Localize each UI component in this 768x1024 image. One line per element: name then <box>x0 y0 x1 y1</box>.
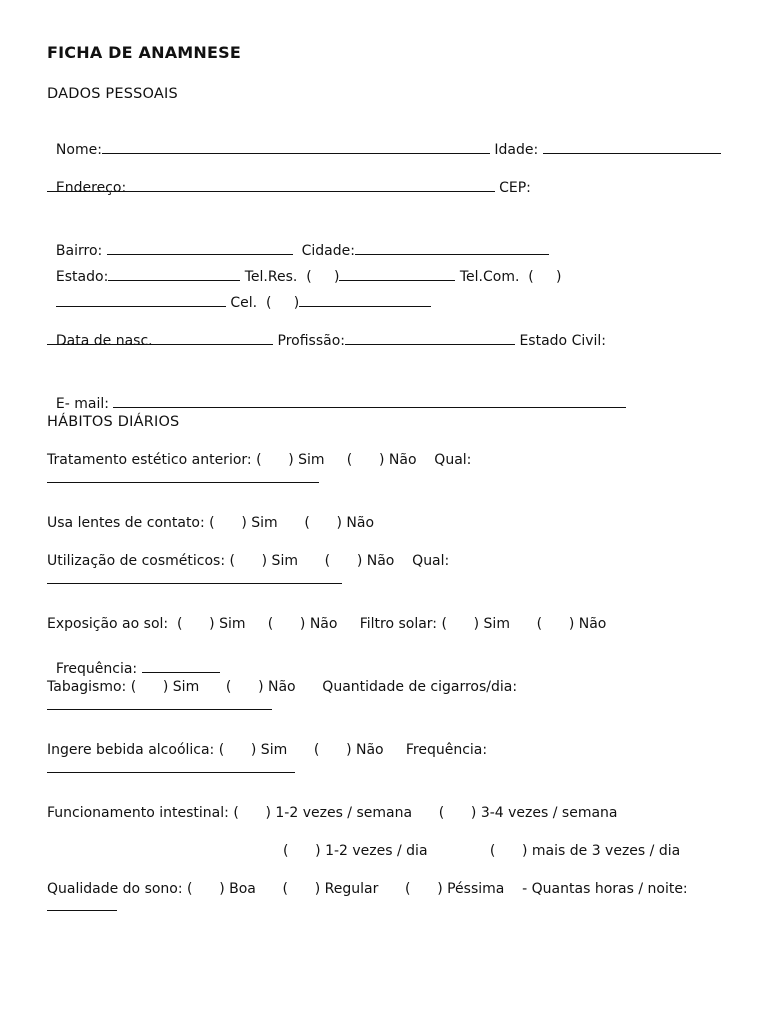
profissao-field[interactable] <box>345 331 515 345</box>
cosmeticos-qual-row <box>47 582 342 584</box>
bairro-label: Bairro: <box>55 243 107 259</box>
estado-civil-field[interactable] <box>47 343 163 345</box>
section-heading-habits: HÁBITOS DIÁRIOS <box>47 414 180 430</box>
page-title: FICHA DE ANAMNESE <box>47 43 242 62</box>
horas-sono-field[interactable] <box>47 909 117 911</box>
alcool-frequencia-field[interactable] <box>47 771 295 773</box>
intestinal-row: Funcionamento intestinal: ( ) 1-2 vezes / semana ( ) 3-4 vezes / semana <box>47 805 618 821</box>
cosmeticos-row: Utilização de cosméticos: ( ) Sim ( ) Não Qual: <box>47 553 450 569</box>
profissao-label: Profissão: <box>273 333 346 349</box>
idade-label: Idade: <box>489 142 543 158</box>
frequencia-sol-label: Frequência: <box>55 661 142 677</box>
tratamento-row: Tratamento estético anterior: ( ) Sim ( ) Não Qual: <box>47 452 472 468</box>
cep-field[interactable] <box>47 190 233 192</box>
intestinal-dia-row: ( ) 1-2 vezes / dia ( ) mais de 3 vezes / dia <box>283 843 681 859</box>
alcool-row: Ingere bebida alcoólica: ( ) Sim ( ) Não Frequência: <box>47 742 488 758</box>
estado-label: Estado: <box>55 269 109 285</box>
horas-row <box>47 909 117 911</box>
endereco-label: Endereço: <box>55 180 131 196</box>
estado-civil-label: Estado Civil: <box>515 333 607 349</box>
data-nasc-label: Data de nasc. <box>55 333 158 349</box>
cel-field[interactable] <box>299 293 431 307</box>
tel-com-label: Tel.Com. ( ) <box>455 269 562 285</box>
cep-row <box>47 190 233 192</box>
email-label: E- mail: <box>55 396 114 412</box>
nome-label: Nome: <box>55 142 102 158</box>
idade-field[interactable] <box>543 140 721 154</box>
email-row <box>47 376 626 413</box>
email-field[interactable] <box>113 394 626 408</box>
nome-row <box>47 122 721 159</box>
sol-row: Exposição ao sol: ( ) Sim ( ) Não Filtro solar: ( ) Sim ( ) Não <box>47 616 607 632</box>
tabagismo-row: Tabagismo: ( ) Sim ( ) Não Quantidade de cigarros/dia: <box>47 679 518 695</box>
section-heading-personal: DADOS PESSOAIS <box>47 86 178 102</box>
tratamento-qual-field[interactable] <box>47 481 319 483</box>
frequencia-sol-field[interactable] <box>142 659 220 673</box>
estado-civil-row <box>47 343 163 345</box>
cep-label: CEP: <box>494 180 531 196</box>
lentes-row: Usa lentes de contato: ( ) Sim ( ) Não <box>47 515 375 531</box>
tel-com-field[interactable] <box>56 293 226 307</box>
data-nasc-field[interactable] <box>157 331 273 345</box>
nome-field[interactable] <box>102 140 490 154</box>
tratamento-qual-row <box>47 481 319 483</box>
cel-label: Cel. ( ) <box>225 295 300 311</box>
cosmeticos-qual-field[interactable] <box>47 582 342 584</box>
cigarros-field[interactable] <box>47 708 272 710</box>
alcool-frequencia-row <box>47 771 295 773</box>
sono-row: Qualidade do sono: ( ) Boa ( ) Regular ( ) Péssima - Quantas horas / noite: <box>47 881 688 897</box>
cidade-label: Cidade: <box>292 243 355 259</box>
frequencia-sol-row <box>47 641 220 678</box>
cigarros-row <box>47 708 272 710</box>
cel-row <box>47 275 431 312</box>
tel-res-label: Tel.Res. ( ) <box>240 269 340 285</box>
